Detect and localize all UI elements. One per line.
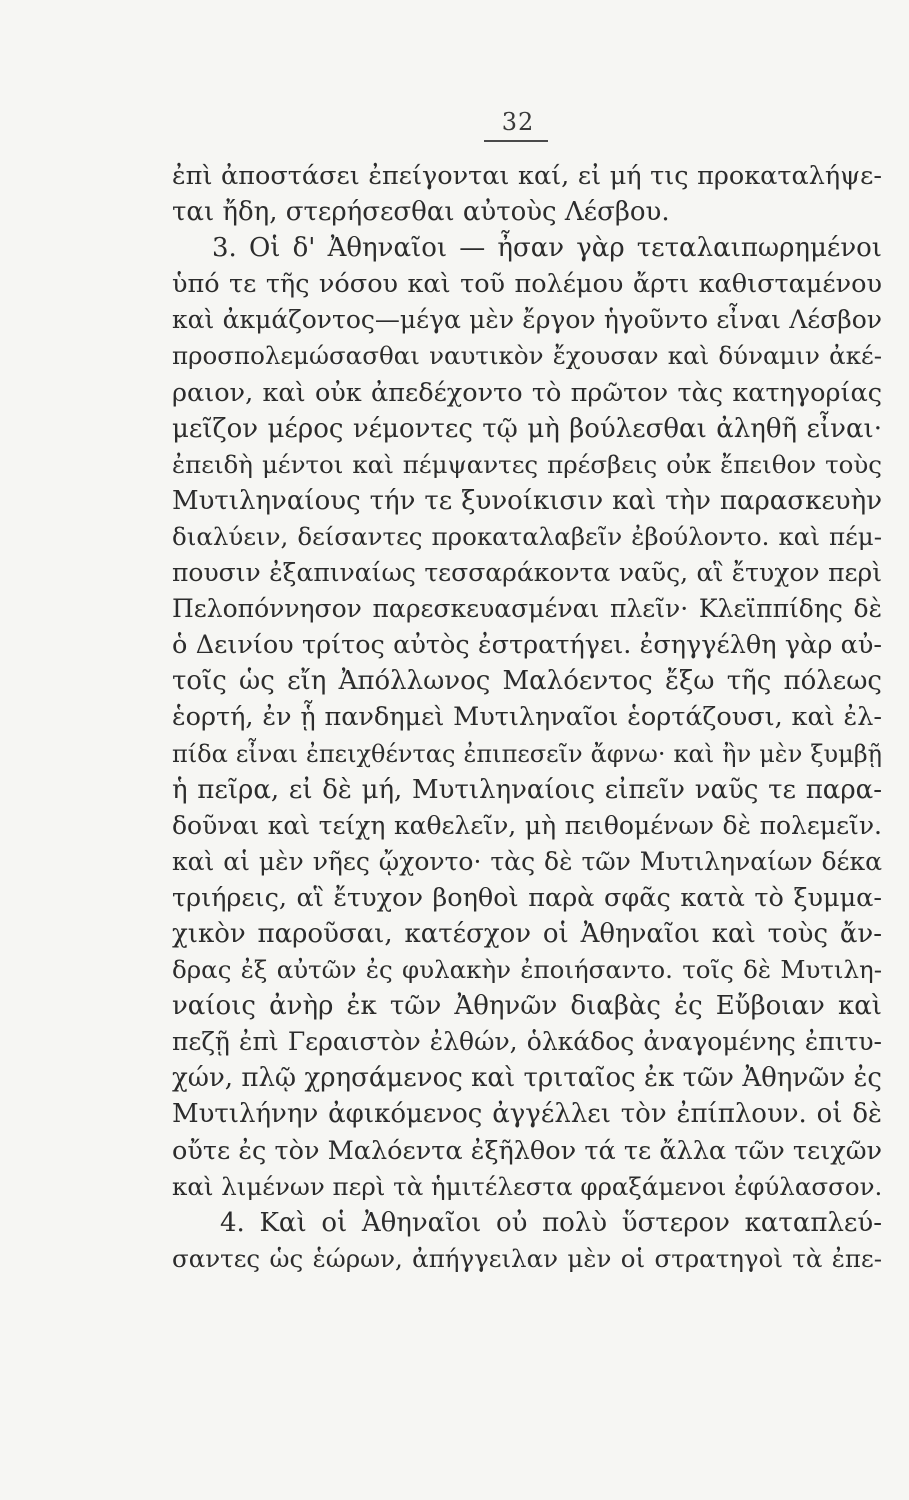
section-start-line: 4. Καὶ οἱ Ἀθηναῖοι οὐ πολὺ ὕστερον καταπλεύ-: [220, 1207, 882, 1238]
text-line: ἐπειδὴ μέντοι καὶ πέμψαντες πρέσβεις οὐκ ἔπειθον τοὺς: [172, 449, 882, 479]
body-text: [172, 158, 882, 1277]
text-line: τοῖς ὡς εἴη Ἀπόλλωνος Μαλόεντος ἔξω τῆς πόλεως: [172, 666, 882, 697]
text-line: διαλύειν, δείσαντες προκαταλαβεῖν ἐβούλοντο. καὶ πέμ-: [172, 521, 882, 551]
text-line: ἐπὶ ἀποστάσει ἐπείγονται καί, εἰ μή τις προκαταλήψε-: [172, 161, 882, 191]
text-line: προσπολεμώσασθαι ναυτικὸν ἔχουσαν καὶ δύναμιν ἀκέ-: [172, 341, 882, 371]
text-line: σαντες ὡς ἑώρων, ἀπήγγειλαν μὲν οἱ στρατηγοὶ τὰ ἐπε-: [172, 1243, 882, 1273]
text-line: πεζῇ ἐπὶ Γεραιστὸν ἐλθών, ὁλκάδος ἀναγομένης ἐπιτυ-: [172, 1027, 882, 1057]
text-line: ραιον, καὶ οὐκ ἀπεδέχοντο τὸ πρῶτον τὰς κατηγορίας: [172, 377, 882, 408]
text-line: ὁ Δεινίου τρίτος αὐτὸς ἐστρατήγει. ἐσηγγέλθη γὰρ αὐ-: [172, 630, 882, 661]
text-line: ἑορτή, ἐν ᾗ πανδημεὶ Μυτιληναῖοι ἑορτάζουσι, καὶ ἐλ-: [172, 702, 882, 733]
page-number: 32: [501, 108, 535, 136]
text-line: πίδα εἶναι ἐπειχθέντας ἐπιπεσεῖν ἄφνω· καὶ ἢν μὲν ξυμβῇ: [172, 739, 882, 768]
text-line: ἡ πεῖρα, εἰ δὲ μή, Μυτιληναίοις εἰπεῖν ναῦς τε παρα-: [172, 774, 882, 805]
text-line: καὶ ἀκμάζοντος—μέγα μὲν ἔργον ἡγοῦντο εἶναι Λέσβον: [172, 305, 882, 335]
text-line: ὑπό τε τῆς νόσου καὶ τοῦ πολέμου ἄρτι καθισταμένου: [172, 269, 882, 300]
text-line: πουσιν ἐξαπιναίως τεσσαράκοντα ναῦς, αἳ ἔτυχον περὶ: [172, 558, 882, 588]
text-line: ται ἤδη, στερήσεσθαι αὐτοὺς Λέσβου.: [172, 197, 670, 228]
text-line: χικὸν παροῦσαι, κατέσχον οἱ Ἀθηναῖοι καὶ τοὺς ἄν-: [172, 918, 882, 949]
text-line: καὶ λιμένων περὶ τὰ ἡμιτέλεστα φραξάμενοι ἐφύλασσον.: [172, 1171, 882, 1201]
text-line: δοῦναι καὶ τείχη καθελεῖν, μὴ πειθομένων δὲ πολεμεῖν.: [172, 810, 882, 840]
section-start-line: 3. Οἱ δ' Ἀθηναῖοι — ἦσαν γὰρ τεταλαιπωρημένοι: [212, 233, 882, 264]
text-line: Μυτιλήνην ἀφικόμενος ἀγγέλλει τὸν ἐπίπλουν. οἱ δὲ: [172, 1099, 882, 1130]
text-line: μεῖζον μέρος νέμοντες τῷ μὴ βούλεσθαι ἀληθῆ εἶναι·: [172, 413, 882, 444]
page-number-underline: [484, 140, 548, 142]
text-line: χών, πλῷ χρησάμενος καὶ τριταῖος ἐκ τῶν Ἀθηνῶν ἐς: [172, 1063, 882, 1094]
text-line: οὔτε ἐς τὸν Μαλόεντα ἐξῆλθον τά τε ἄλλα τῶν τειχῶν: [172, 1135, 882, 1166]
text-line: δρας ἐξ αὐτῶν ἐς φυλακὴν ἐποιήσαντο. τοῖς δὲ Μυτιλη-: [172, 955, 882, 985]
text-line: Μυτιληναίους τήν τε ξυνοίκισιν καὶ τὴν παρασκευὴν: [172, 485, 882, 516]
text-line: καὶ αἱ μὲν νῆες ᾤχοντο· τὰς δὲ τῶν Μυτιληναίων δέκα: [172, 846, 882, 876]
text-line: Πελοπόννησον παρεσκευασμέναι πλεῖν· Κλεϊππίδης δὲ: [172, 594, 882, 624]
text-line: ναίοις ἀνὴρ ἐκ τῶν Ἀθηνῶν διαβὰς ἐς Εὔβοιαν καὶ: [172, 991, 882, 1022]
text-line: τριήρεις, αἳ ἔτυχον βοηθοὶ παρὰ σφᾶς κατὰ τὸ ξυμμα-: [172, 882, 882, 913]
